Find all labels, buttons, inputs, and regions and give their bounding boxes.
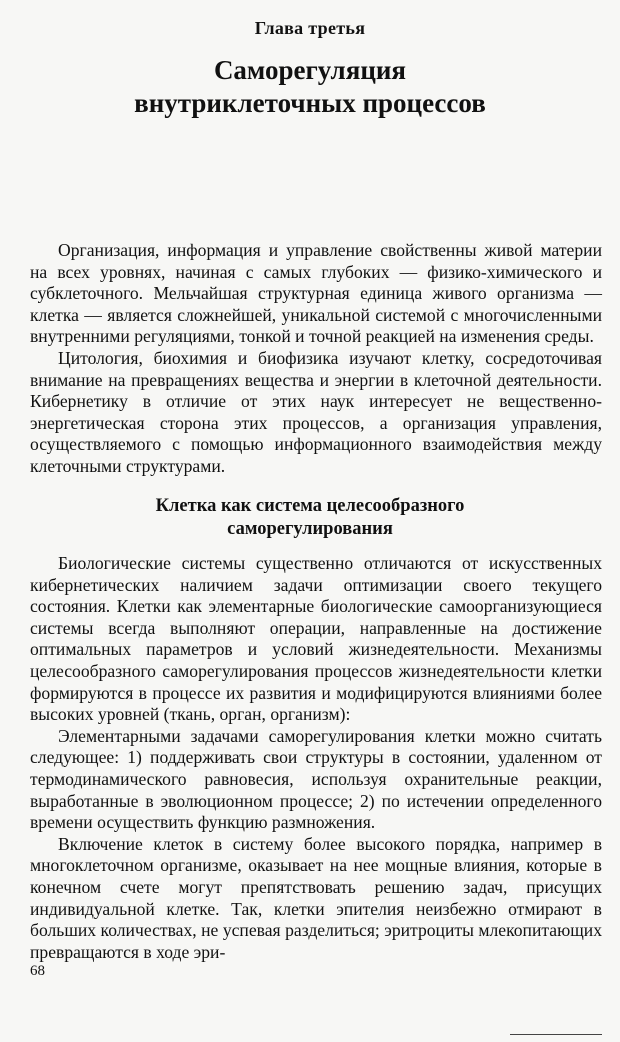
section-paragraph-3: Включение клеток в систему более высокого порядка, например в многоклеточном организме, оказывает на нее мощные влияния, которые в конечном счете могут препятствовать решению задач, присущих индивидуальной клетке. Так, клетки эпителия неизбежно отмирают в больших количествах, не успевая разделиться; эритроциты млекопитающих превращаются в ходе эри- xyxy=(30,833,602,962)
section-heading-line-2: саморегулирования xyxy=(227,519,393,539)
intro-paragraph-1: Организация, информация и управление свойственны живой материи на всех уровнях, начиная с самых глубоких — физико-химического и субклеточного. Мельчайшая структурная единица живого организма — клетка — является сложнейшей, уникальной системой с многочисленными внутренними регуляциями, тонкой и точной реакцией на изменения среды. xyxy=(30,240,602,347)
section-text xyxy=(30,553,602,963)
chapter-label: Глава третья xyxy=(254,18,366,38)
chapter-title-line-1: Саморегуляция xyxy=(213,55,407,85)
chapter-title-line-2: внутриклеточных процессов xyxy=(134,88,486,118)
section-heading-line-1: Клетка как система целесообразного xyxy=(155,496,465,516)
section-paragraph-1: Биологические системы существенно отличаются от искусственных кибернетических наличием задачи оптимизации своего текущего состояния. Клетки как элементарные биологические самоорганизующиеся системы всегда выполняют операции, направленные на достижение оптимальных параметров и условий жизнедеятельности. Механизмы целесообразного саморегулирования процессов жизнедеятельности клетки формируются в процессе их развития и модифицируются влияниями более высоких уровней (ткань, орган, организм): xyxy=(30,553,602,725)
footer-rule xyxy=(510,1034,602,1035)
section-paragraph-2: Элементарными задачами саморегулирования клетки можно считать следующее: 1) поддерживать свои структуры в состоянии, удаленном от термодинамического равновесия, используя охранительные реакции, выработанные в эволюционном процессе; 2) по истечении определенного времени осуществить функцию размножения. xyxy=(30,725,602,833)
section-heading xyxy=(0,495,620,541)
intro-text xyxy=(30,240,602,478)
intro-paragraph-2: Цитология, биохимия и биофизика изучают клетку, сосредоточивая внимание на превращениях вещества и энергии в клеточной деятельности. Кибернетику в отличие от этих наук интересует не вещественно-энергетическая сторона этих процессов, а организация управления, осуществляемого с помощью информационного взаимодействия между клеточными структурами. xyxy=(30,347,602,476)
page-number: 68 xyxy=(30,963,45,979)
chapter-title xyxy=(0,54,620,120)
